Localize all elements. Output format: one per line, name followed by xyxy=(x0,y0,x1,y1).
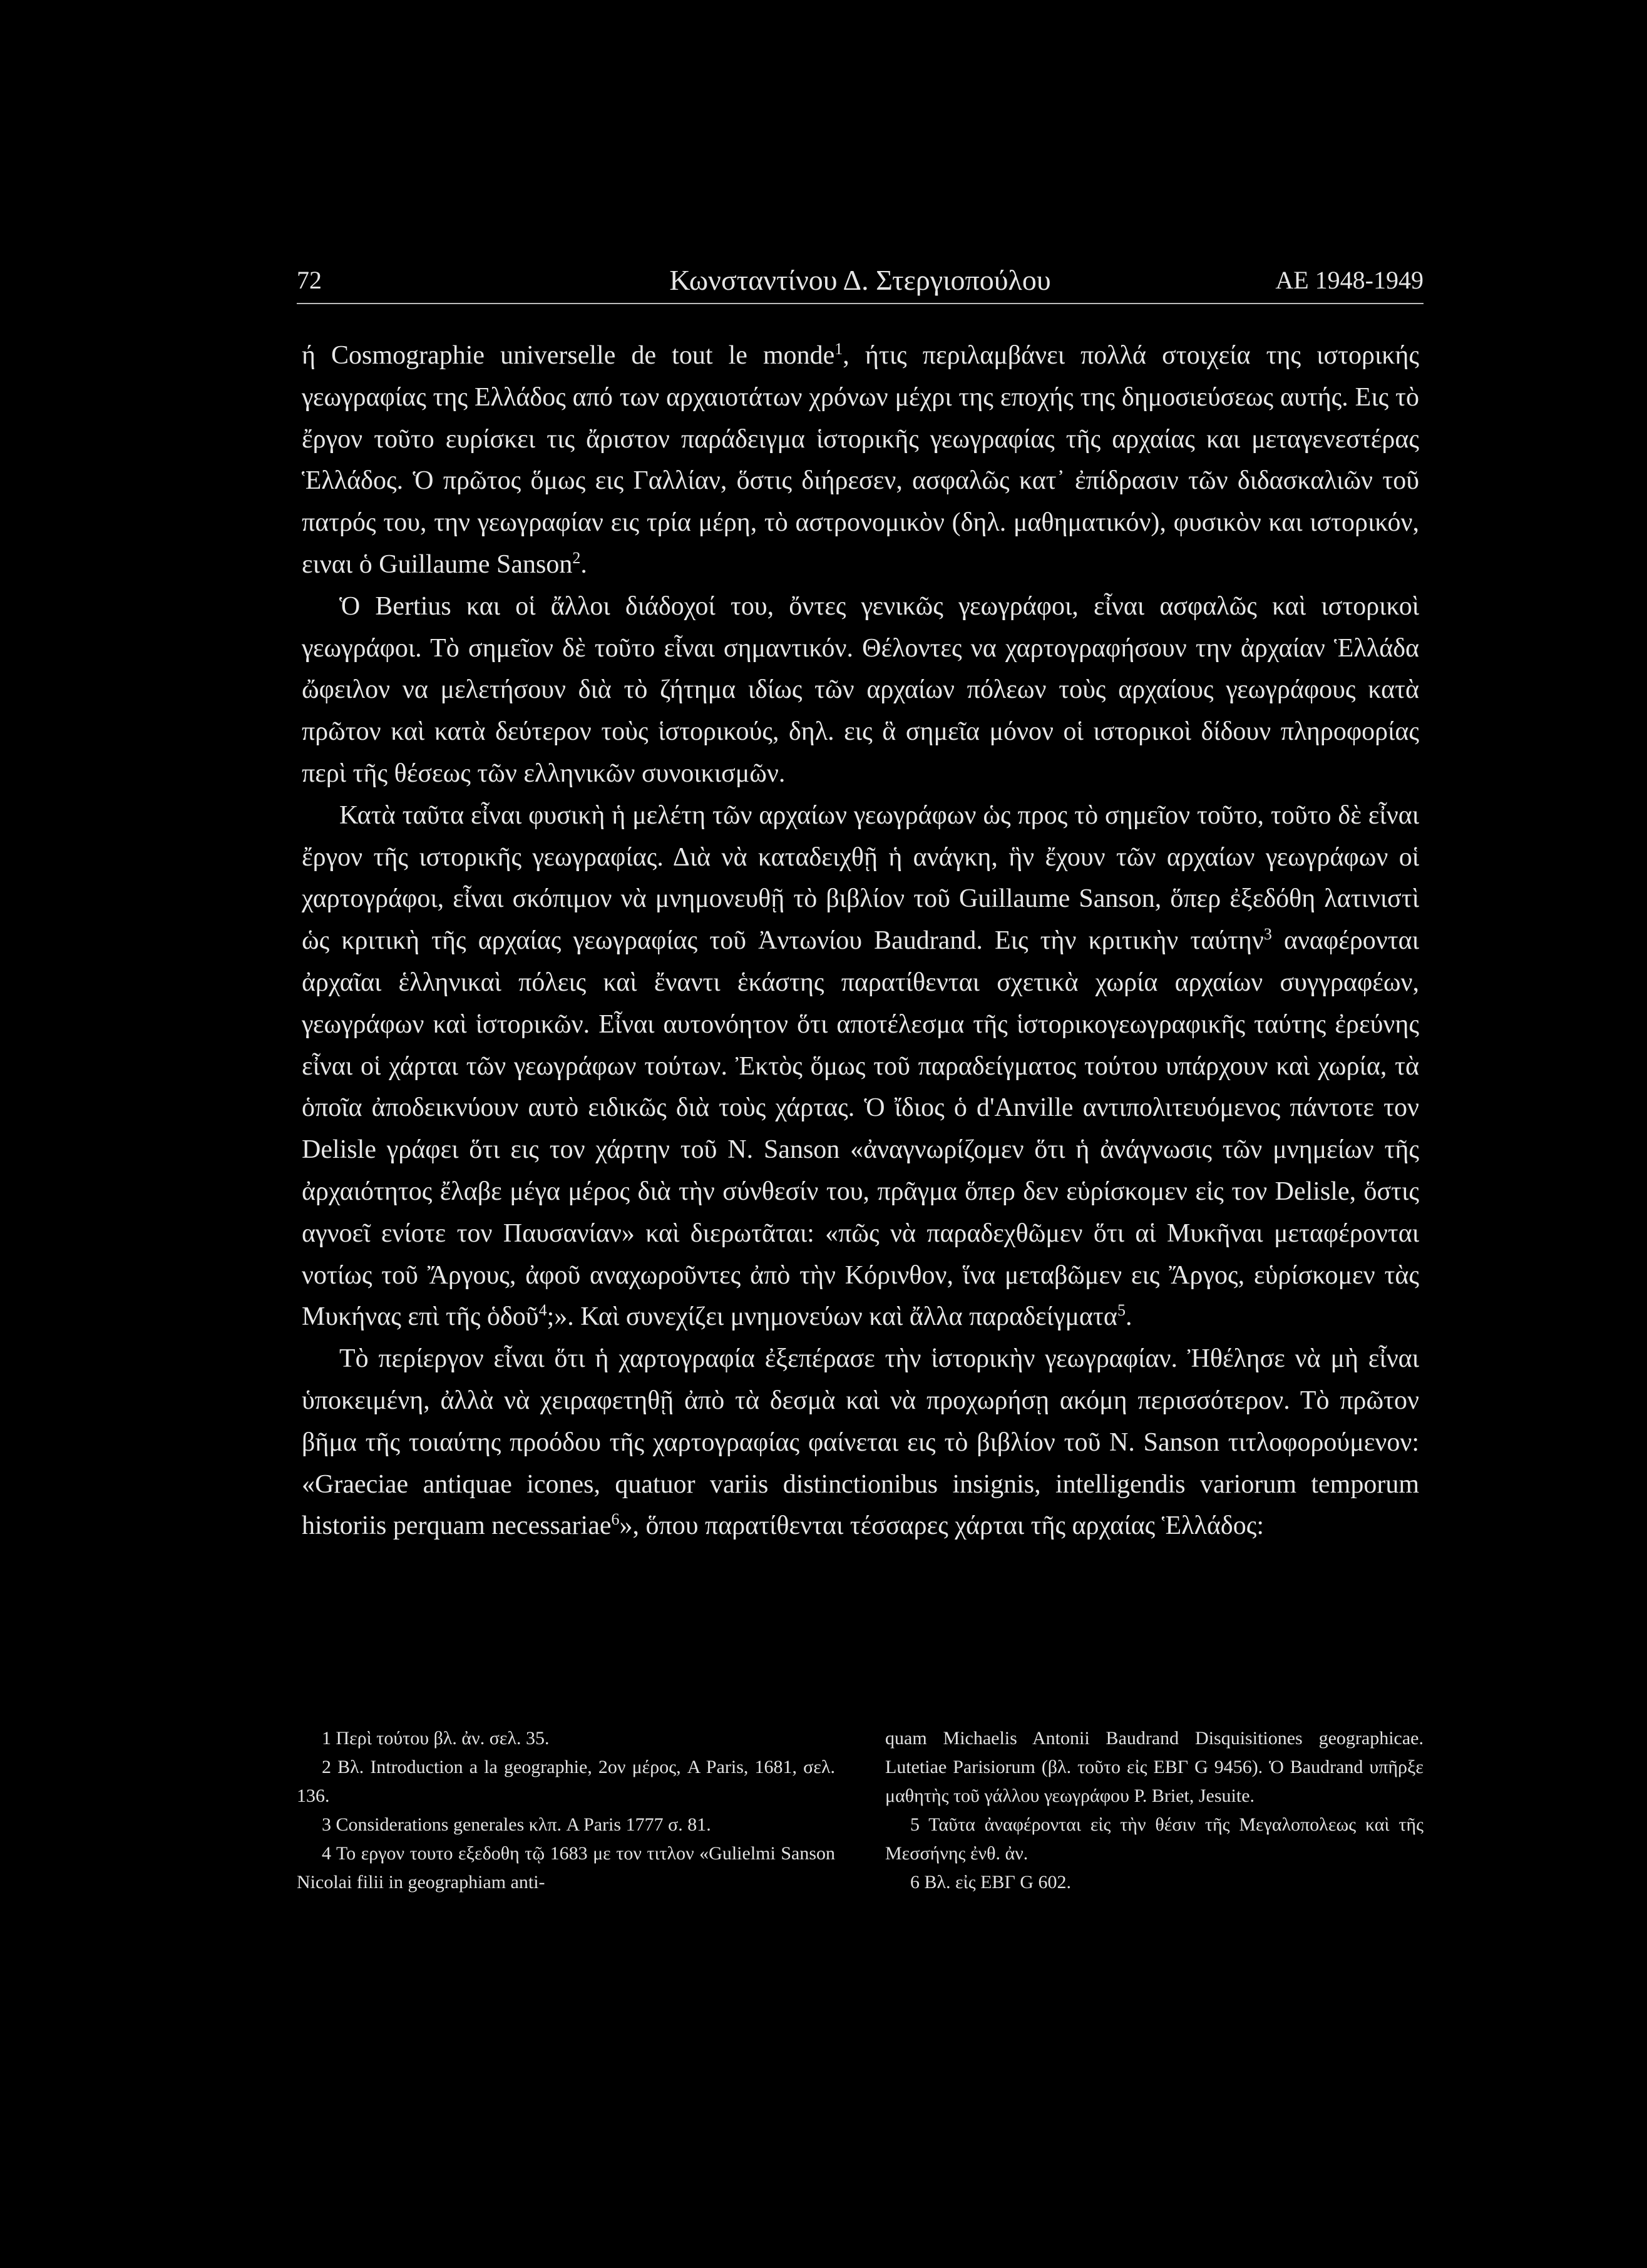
header-rule xyxy=(297,303,1424,304)
footnote-ref-1: 1 xyxy=(834,340,843,358)
paragraph-3: Κατὰ ταῦτα εἶναι φυσικὴ ἡ μελέτη τῶν αρχαίων γεωγράφων ὡς προς τὸ σημεῖον τοῦτο, τοῦτο δὲ εἶναι ἔργον τῆς ιστορικῆς γεωγραφίας. Διὰ νὰ καταδειχθῇ ἡ ανάγκη, ἣν ἔχουν τῶν αρχαίων γεωγράφων οἱ χαρτογράφοι, εἶναι σκόπιμον νὰ μνημονευθῇ τὸ βιβλίον τοῦ Guillaume Sanson, ὅπερ ἐξεδόθη λατινιστὶ ὡς κριτικὴ τῆς αρχαίας γεωγραφίας τοῦ Ἀντωνίου Baudrand. Εις τὴν κριτικὴν ταύτην$^3$ αναφέρονται ἀρχαῖαι ἑλληνικαὶ πόλεις καὶ ἔναντι ἑκάστης παρατίθενται σχετικὰ χωρία αρχαίων συγγραφέων, γεωγράφων καὶ ἱστορικῶν. Εἶναι αυτονόητον ὅτι αποτέλεσμα τῆς ἱστορικογεωγραφικῆς ταύτης ἐρεύνης εἶναι οἱ χάρται τῶν γεωγράφων τούτων. Ἐκτὸς ὅμως τοῦ παραδείγματος τούτου υπάρχουν καὶ χωρία, τὰ ὁποῖα ἀποδεικνύουν αυτὸ ειδικῶς διὰ τοὺς χάρτας. Ὁ ἴδιος ὁ d'Anville αντιπολιτευόμενος πάντοτε τον Delisle γράφει ὅτι εις τον χάρτην τοῦ N. Sanson «ἀναγνωρίζομεν ὅτι ἡ ἀνάγνωσις τῶν μνημείων τῆς ἀρχαιότητος ἔλαβε μέγα μέρος διὰ τὴν σύνθεσίν του, πρᾶγμα ὅπερ δεν εὑρίσκομεν εἰς τον Delisle, ὅστις αγνοεῖ ενίοτε τον Παυσανίαν» καὶ διερωτᾶται: «πῶς νὰ παραδεχθῶμεν ὅτι αἱ Μυκῆναι μεταφέρονται νοτίως τοῦ Ἄργους, ἀφοῦ αναχωροῦντες ἀπὸ τὴν Κόρινθον, ἵνα μεταβῶμεν εις Ἄργος, εὑρίσκομεν τὰς Μυκήνας επὶ τῆς ὁδοῦ$^4$;». Καὶ συνεχίζει μνημονεύων καὶ ἄλλα παραδείγματα$^5$. xyxy=(302,800,1419,1332)
footnote-3: 3 Considerations generales κλπ. A Paris 1777 σ. 81. xyxy=(322,1814,711,1835)
footnote-2: 2 Βλ. Introduction a la geographie, 2ον μέρος, A Paris, 1681, σελ. 136. xyxy=(297,1757,835,1806)
main-text xyxy=(302,335,1419,1547)
footnote-ref-3: 3 xyxy=(1263,925,1272,944)
running-title: Κωνσταντίνου Δ. Στεργιοπούλου xyxy=(669,264,1051,296)
footnote-5: 5 Ταῦτα ἀναφέρονται εἰς τὴν θέσιν τῆς Μεγαλοπολεως καὶ τῆς Μεσσήνης ἐνθ. ἀν. xyxy=(885,1814,1424,1864)
footnote-4-continued: quam Michaelis Antonii Baudrand Disquisitiones geographicae. Lutetiae Parisiorum (βλ. τοῦτο εἰς ΕΒΓ G 9456). Ὁ Baudrand υπῆρξε μαθητὴς τοῦ γάλλου γεωγράφου P. Briet, Jesuite. xyxy=(885,1728,1424,1806)
footnotes xyxy=(297,1724,1424,1956)
footnote-ref-2: 2 xyxy=(572,548,581,567)
footnote-ref-6: 6 xyxy=(611,1510,620,1529)
running-header xyxy=(297,263,1424,307)
journal-reference: ΑΕ 1948-1949 xyxy=(1275,266,1424,294)
footnote-6: 6 Βλ. εἰς ΕΒΓ G 602. xyxy=(910,1872,1071,1893)
footnote-1: 1 Περὶ τούτου βλ. ἀν. σελ. 35. xyxy=(322,1728,550,1749)
footnote-ref-5: 5 xyxy=(1117,1301,1126,1320)
footnotes-left-column xyxy=(297,1724,835,1897)
footnote-ref-4: 4 xyxy=(538,1301,547,1320)
paragraph-1: ή Cosmographie universelle de tout le monde$^1$, ήτις περιλαμβάνει πολλά στοιχεία της ιστορικής γεωγραφίας της Ελλάδος από των αρχαιοτάτων χρόνων μέχρι της εποχής της δημοσιεύσεως αυτής. Εις τὸ ἔργον τοῦτο ευρίσκει τις ἄριστον παράδειγμα ἱστορικῆς γεωγραφίας τῆς αρχαίας και μεταγενεστέρας Ἑλλάδος. Ὁ πρῶτος ὅμως εις Γαλλίαν, ὅστις διήρεσεν, ασφαλῶς κατ᾽ ἐπίδρασιν τῶν διδασκαλιῶν τοῦ πατρός του, την γεωγραφίαν εις τρία μέρη, τὸ αστρονομικὸν (δηλ. μαθηματικόν), φυσικὸν και ιστορικόν, ειναι ὁ Guillaume Sanson$^2$. xyxy=(302,340,1420,579)
page-number: 72 xyxy=(297,266,322,294)
paragraph-2: Ὁ Bertius και οἱ ἄλλοι διάδοχοί του, ὄντες γενικῶς γεωγράφοι, εἶναι ασφαλῶς καὶ ιστορικοὶ γεωγράφοι. Τὸ σημεῖον δὲ τοῦτο εἶναι σημαντικόν. Θέλοντες να χαρτογραφήσουν την ἀρχαίαν Ἑλλάδα ὤφειλον να μελετήσουν διὰ τὸ ζήτημα ιδίως τῶν αρχαίων πόλεων τοὺς αρχαίους γεωγράφους κατὰ πρῶτον καὶ κατὰ δεύτερον τοὺς ἱστορικούς, δηλ. εις ἃ σημεῖα μόνον οἱ ιστορικοὶ δίδουν πληροφορίας περὶ τῆς θέσεως τῶν ελληνικῶν συνοικισμῶν. xyxy=(302,591,1419,788)
footnote-4: 4 Το εργον τουτο εξεδοθη τῷ 1683 με τον τιτλον «Gulielmi Sanson Nicolai filii in geographiam anti- xyxy=(297,1843,835,1893)
paragraph-4: Τὸ περίεργον εἶναι ὅτι ἡ χαρτογραφία ἐξεπέρασε τὴν ἱστορικὴν γεωγραφίαν. Ἠθέλησε νὰ μὴ εἶναι ὑποκειμένη, ἀλλὰ νὰ χειραφετηθῇ ἀπὸ τὰ δεσμὰ καὶ νὰ προχωρήσῃ ακόμη περισσότερον. Τὸ πρῶτον βῆμα τῆς τοιαύτης προόδου τῆς χαρτογραφίας φαίνεται εις τὸ βιβλίον τοῦ N. Sanson τιτλοφορούμενον: «Graeciae antiquae icones, quatuor variis distinctionibus insignis, intelligendis variorum temporum historiis perquam necessariae$^6$», ὅπου παρατίθενται τέσσαρες χάρται τῆς αρχαίας Ἑλλάδος: xyxy=(302,1344,1419,1541)
footnotes-right-column xyxy=(885,1724,1424,1897)
